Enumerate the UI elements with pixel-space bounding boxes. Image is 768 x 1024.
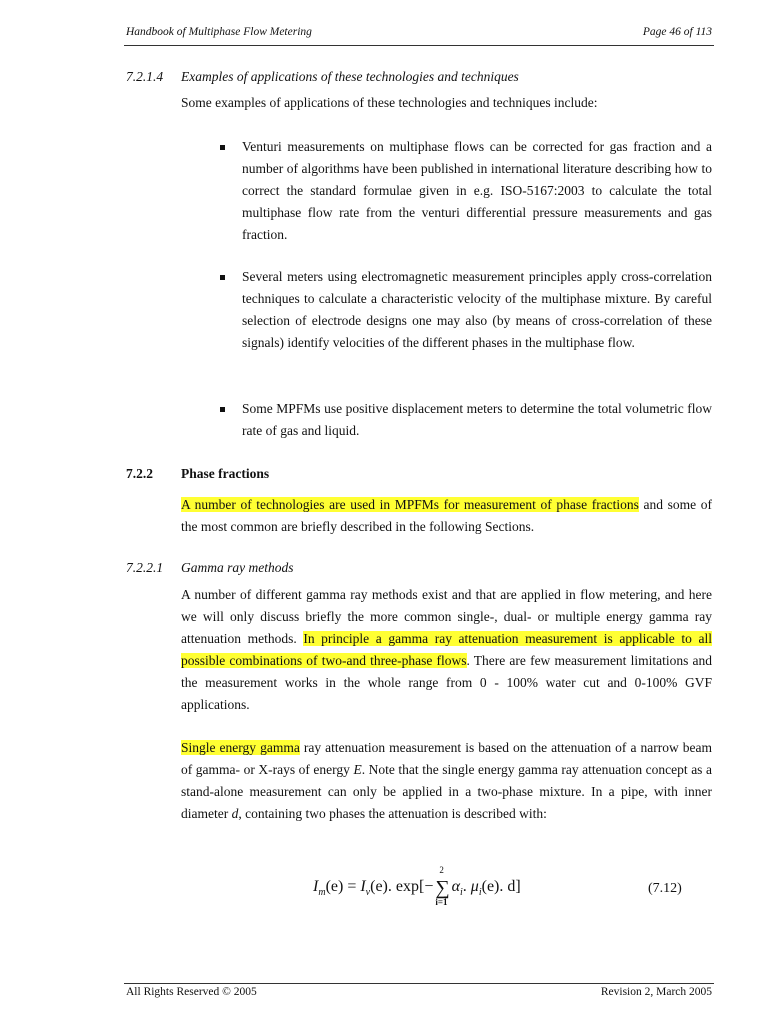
bullet-marker xyxy=(220,145,225,150)
section-title-7221: Gamma ray methods xyxy=(181,560,294,575)
single-energy-paragraph: Single energy gamma ray attenuation measurement is based on the attenuation of a narrow beam of gamma- or X-rays of energy E. Note that the single energy gamma ray attenuation concept as a stand-alone measurement can only be applied in a two-phase mixture. In a pipe, with inner diameter d, containing two phases the attenuation is described with: xyxy=(181,740,712,821)
bullet-marker xyxy=(220,275,225,280)
intro-paragraph: Some examples of applications of these technologies and techniques include: xyxy=(181,95,598,110)
page-header xyxy=(126,26,714,46)
header-divider xyxy=(124,45,714,46)
highlight-applicability: In principle a gamma ray attenuation measurement is applicable to all possible combinations of two-and three-phase flows xyxy=(181,631,713,668)
equation-7-12: $I_m(e) = I_v(e)$. exp[− ∑ 2 i=1 $\alpha_i$. $\mu_i(e)$. d] xyxy=(313,865,521,907)
gamma-methods-paragraph: A number of different gamma ray methods exist and that are applied in flow metering, and here we will only discuss briefly the more common single-, dual- or multiple energy gamma ray attenuation methods. In principle a gamma ray attenuation measurement is applicable to all possible combinations of two-and three-phase flows. There are few measurement limitations and the measurement works in the whole range from 0 - 100% water cut and 0-100% GVF applications. xyxy=(181,587,713,712)
header-title: Handbook of Multiphase Flow Metering xyxy=(126,26,312,38)
bullet-marker xyxy=(220,407,225,412)
bullet-item-electromagnetic: Several meters using electromagnetic measurement principles apply cross-correlation techniques to calculate a characteristic velocity of the multiphase mixture. By careful selection of electrode designs one may also (by means of cross-correlation of these signals) identify velocities of the different phases in the multiphase flow. xyxy=(242,269,712,350)
highlight-single-energy: Single energy gamma xyxy=(181,740,300,755)
bullet-item-venturi: Venturi measurements on multiphase flows can be corrected for gas fraction and a number of algorithms have been published in international literature describing how to correct the standard formulae given in e.g. ISO-5167:2003 to calculate the total multiphase flow rate from the venturi differential pressure measurements and gas fraction. xyxy=(242,139,712,242)
section-title-7214: Examples of applications of these technologies and techniques xyxy=(181,69,519,84)
section-number-7214: 7.2.1.4 xyxy=(126,69,164,84)
equation-number: (7.12) xyxy=(648,881,682,896)
bullet-item-positive-displacement: Some MPFMs use positive displacement meters to determine the total volumetric flow rate of gas and liquid. xyxy=(242,401,712,438)
footer-divider xyxy=(124,983,714,984)
highlight-phase-fractions: A number of technologies are used in MPFMs for measurement of phase fractions xyxy=(181,497,639,512)
footer-copyright: All Rights Reserved © 2005 xyxy=(126,986,257,998)
phase-fractions-paragraph: A number of technologies are used in MPFMs for measurement of phase fractions and some of the most common are briefly described in the following Sections. xyxy=(181,497,712,534)
summation-symbol: ∑ 2 i=1 xyxy=(435,865,450,907)
section-number-7221: 7.2.2.1 xyxy=(126,560,164,575)
header-page-number: Page 46 of 113 xyxy=(642,26,712,38)
section-number-722: 7.2.2 xyxy=(126,466,153,481)
footer-revision: Revision 2, March 2005 xyxy=(600,986,712,998)
section-title-722: Phase fractions xyxy=(181,466,270,481)
